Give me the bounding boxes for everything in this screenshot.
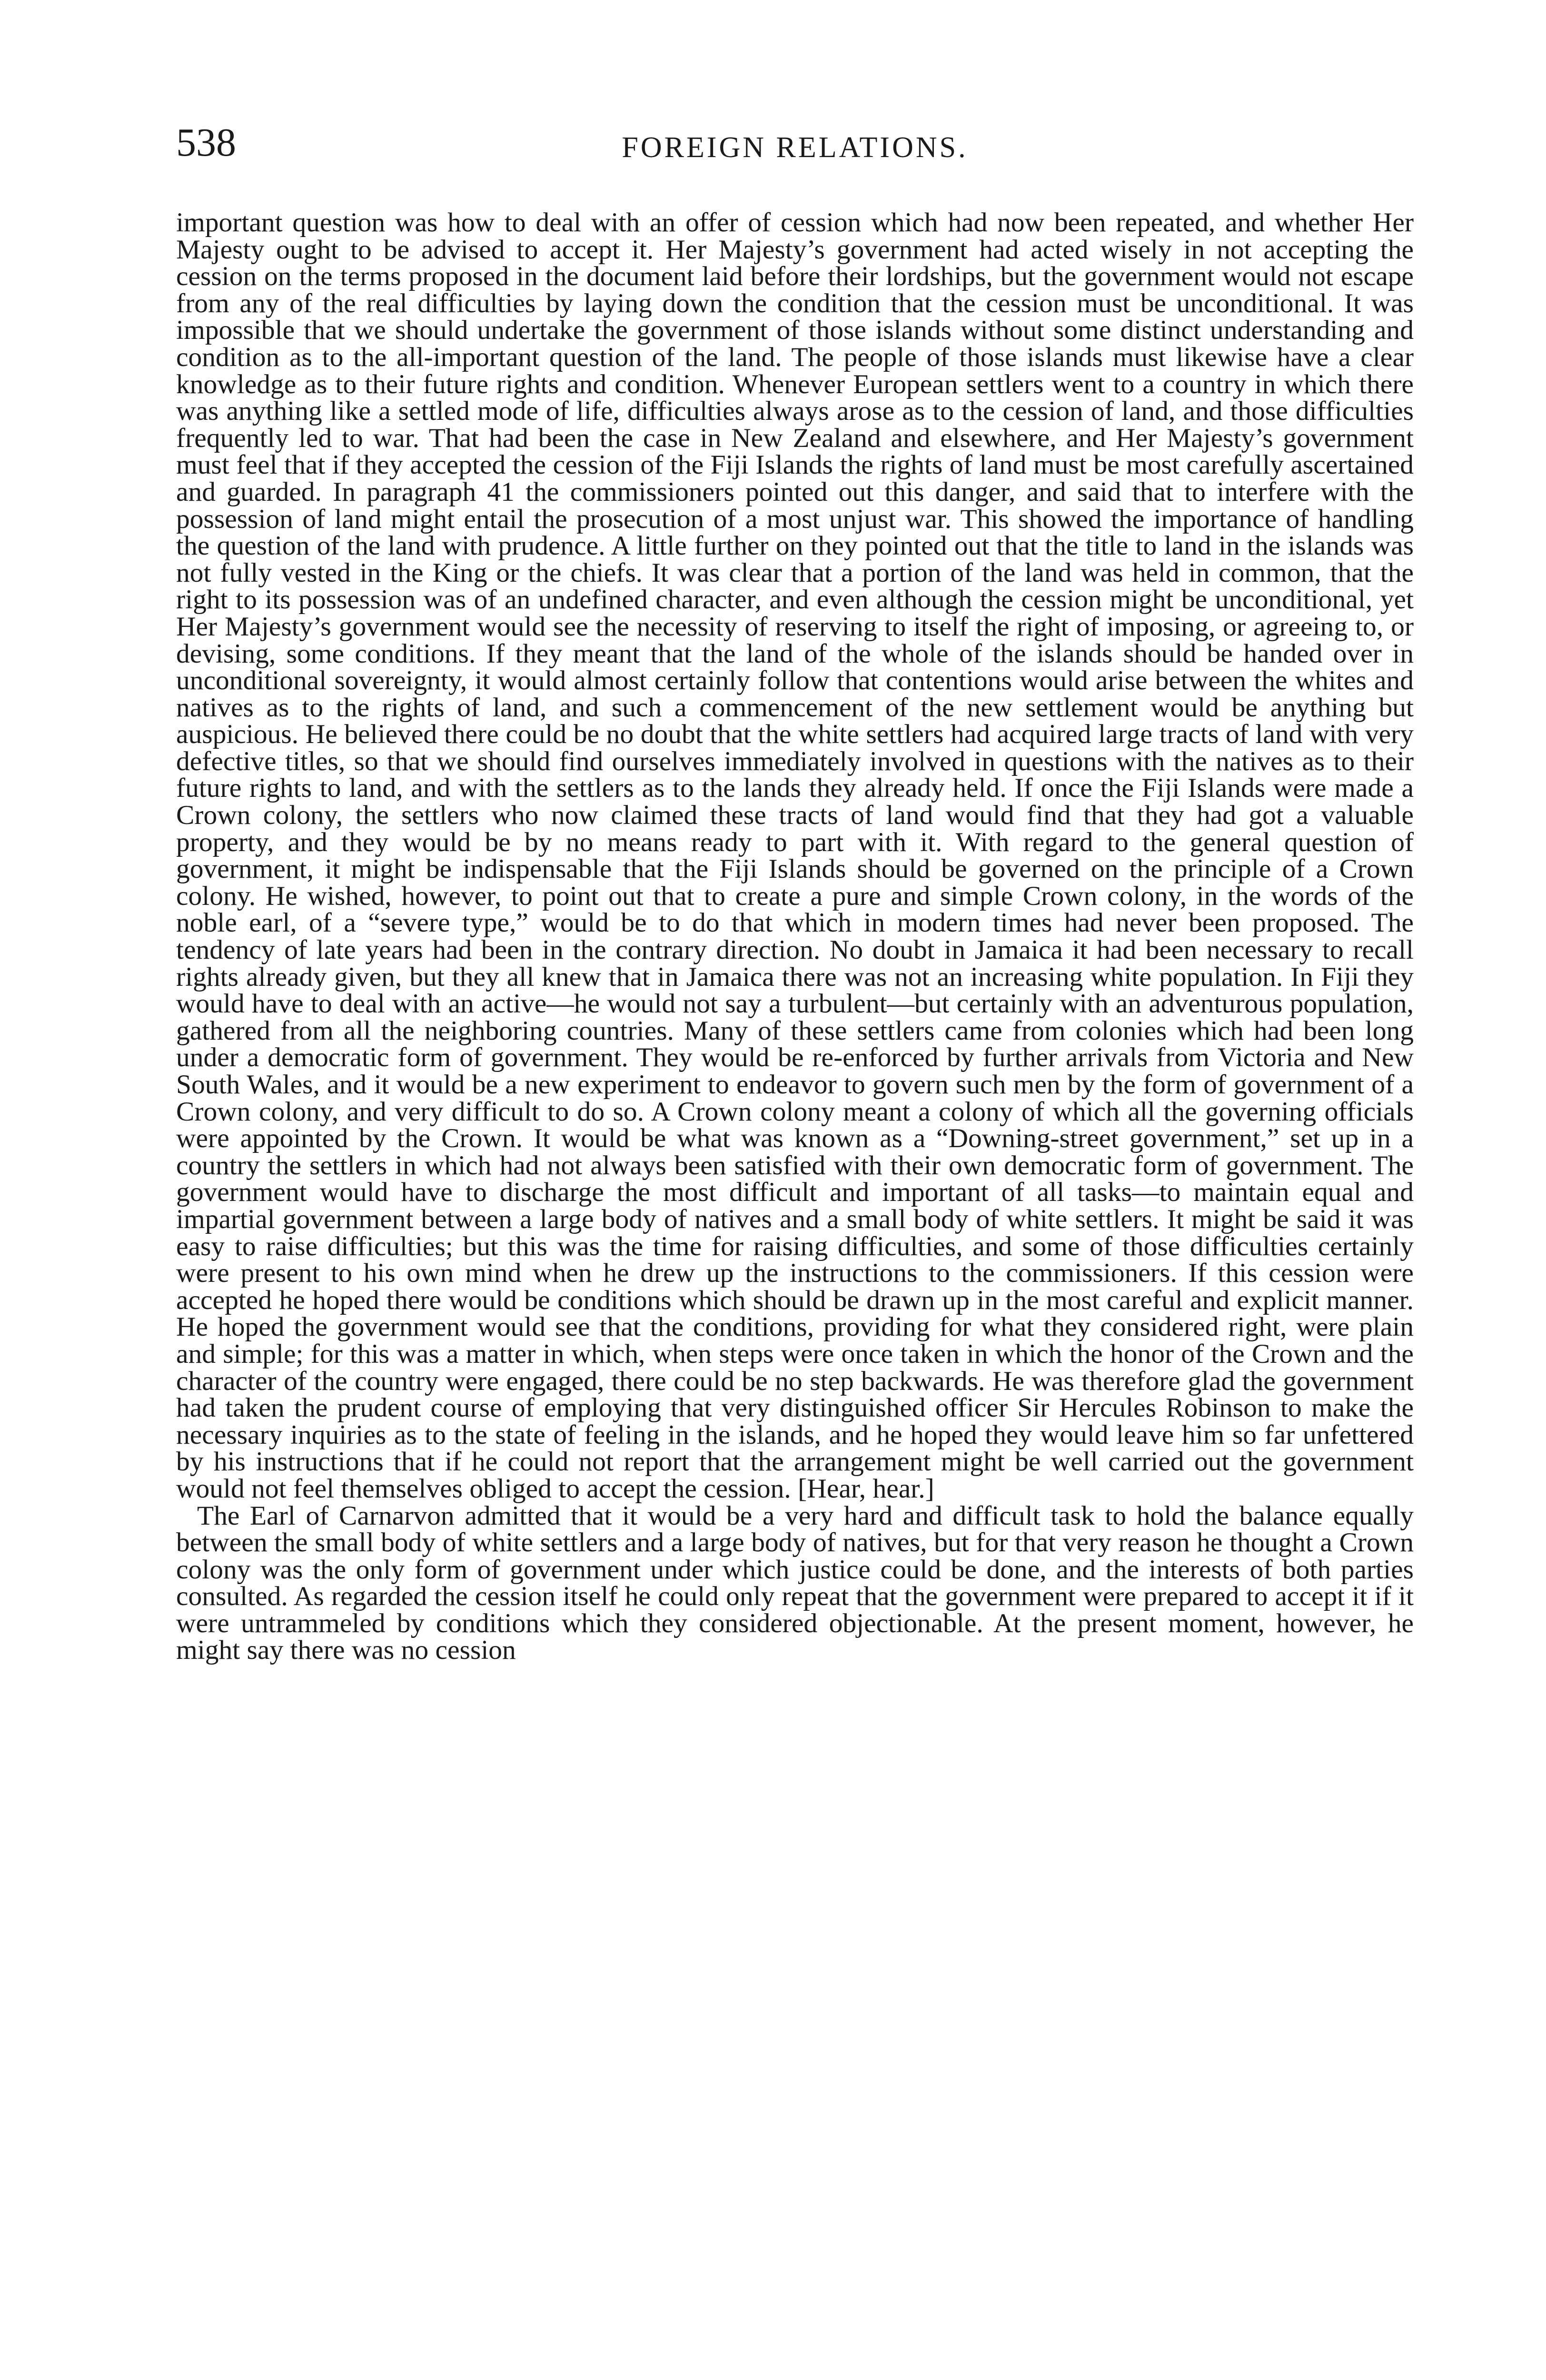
page-number: 538	[176, 120, 236, 165]
page-header	[176, 119, 1414, 190]
body-text	[176, 209, 1414, 1664]
paragraph-continued: important question was how to deal with an offer of cession which had now been repeated, and whether Her Majesty ought to be advised to accept it. Her Majesty’s government had acted wisely in not accepting the cession on the terms proposed in the document laid before their lordships, but the government would not escape from any of the real difficulties by laying down the condition that the cession must be unconditional. It was impossible that we should undertake the government of those islands without some distinct understanding and condition as to the all-important question of the land. The people of those islands must likewise have a clear knowledge as to their future rights and condition. Whenever European settlers went to a country in which there was anything like a settled mode of life, difficulties always arose as to the cession of land, and those difficulties frequently led to war. That had been the case in New Zealand and elsewhere, and Her Majesty’s government must feel that if they accepted the cession of the Fiji Islands the rights of land must be most carefully ascertained and guarded. In paragraph 41 the commissioners pointed out this danger, and said that to interfere with the possession of land might entail the prosecution of a most unjust war. This showed the importance of handling the question of the land with prudence. A little further on they pointed out that the title to land in the islands was not fully vested in the King or the chiefs. It was clear that a portion of the land was held in common, that the right to its possession was of an undefined character, and even although the cession might be unconditional, yet Her Majesty’s government would see the necessity of reserving to itself the right of imposing, or agreeing to, or devising, some conditions. If they meant that the land of the whole of the islands should be handed over in unconditional sovereignty, it would almost certainly follow that contentions would arise between the whites and natives as to the rights of land, and such a commencement of the new settlement would be anything but auspicious. He believed there could be no doubt that the white settlers had acquired large tracts of land with very defective titles, so that we should find ourselves immediately involved in questions with the natives as to their future rights to land, and with the settlers as to the lands they already held. If once the Fiji Islands were made a Crown colony, the settlers who now claimed these tracts of land would find that they had got a valuable property, and they would be by no means ready to part with it. With regard to the general question of government, it might be indispensable that the Fiji Islands should be governed on the principle of a Crown colony. He wished, however, to point out that to create a pure and simple Crown colony, in the words of the noble earl, of a “severe type,” would be to do that which in modern times had never been proposed. The tendency of late years had been in the contrary direction. No doubt in Jamaica it had been necessary to recall rights already given, but they all knew that in Jamaica there was not an increasing white population. In Fiji they would have to deal with an active—he would not say a turbulent—but certainly with an adventurous population, gathered from all the neighboring countries. Many of these settlers came from colonies which had been long under a democratic form of government. They would be re-enforced by further arrivals from Victoria and New South Wales, and it would be a new experiment to endeavor to govern such men by the form of government of a Crown colony, and very difficult to do so. A Crown colony meant a colony of which all the governing officials were appointed by the Crown. It would be what was known as a “Downing-street government,” set up in a country the settlers in which had not always been satisfied with their own democratic form of government. The government would have to discharge the most difficult and important of all tasks—to maintain equal and impartial government between a large body of natives and a small body of white settlers. It might be said it was easy to raise difficulties; but this was the time for raising difficulties, and some of those difficulties certainly were present to his own mind when he drew up the instructions to the commissioners. If this cession were accepted he hoped there would be conditions which should be drawn up in the most careful and explicit manner. He hoped the government would see that the conditions, providing for what they considered right, were plain and simple; for this was a matter in which, when steps were once taken in which the honor of the Crown and the character of the country were engaged, there could be no step backwards. He was therefore glad the government had taken the prudent course of employing that very distinguished officer Sir Hercules Robinson to make the necessary inquiries as to the state of feeling in the islands, and he hoped they would leave him so far unfettered by his instructions that if he could not report that the arrangement might be well carried out the government would not feel themselves obliged to accept the cession. [Hear, hear.]	[176, 208, 1414, 1504]
document-page	[176, 119, 1414, 2380]
running-head: FOREIGN RELATIONS.	[622, 131, 968, 164]
paragraph-carnarvon: The Earl of Carnarvon admitted that it would be a very hard and difficult task to hold the balance equally between the small body of white settlers and a large body of natives, but for that very reason he thought a Crown colony was the only form of government under which justice could be done, and the interests of both parties consulted. As regarded the cession itself he could only repeat that the government were prepared to accept it if it were untrammeled by conditions which they considered objectionable. At the present moment, however, he might say there was no cession	[176, 1500, 1414, 1666]
